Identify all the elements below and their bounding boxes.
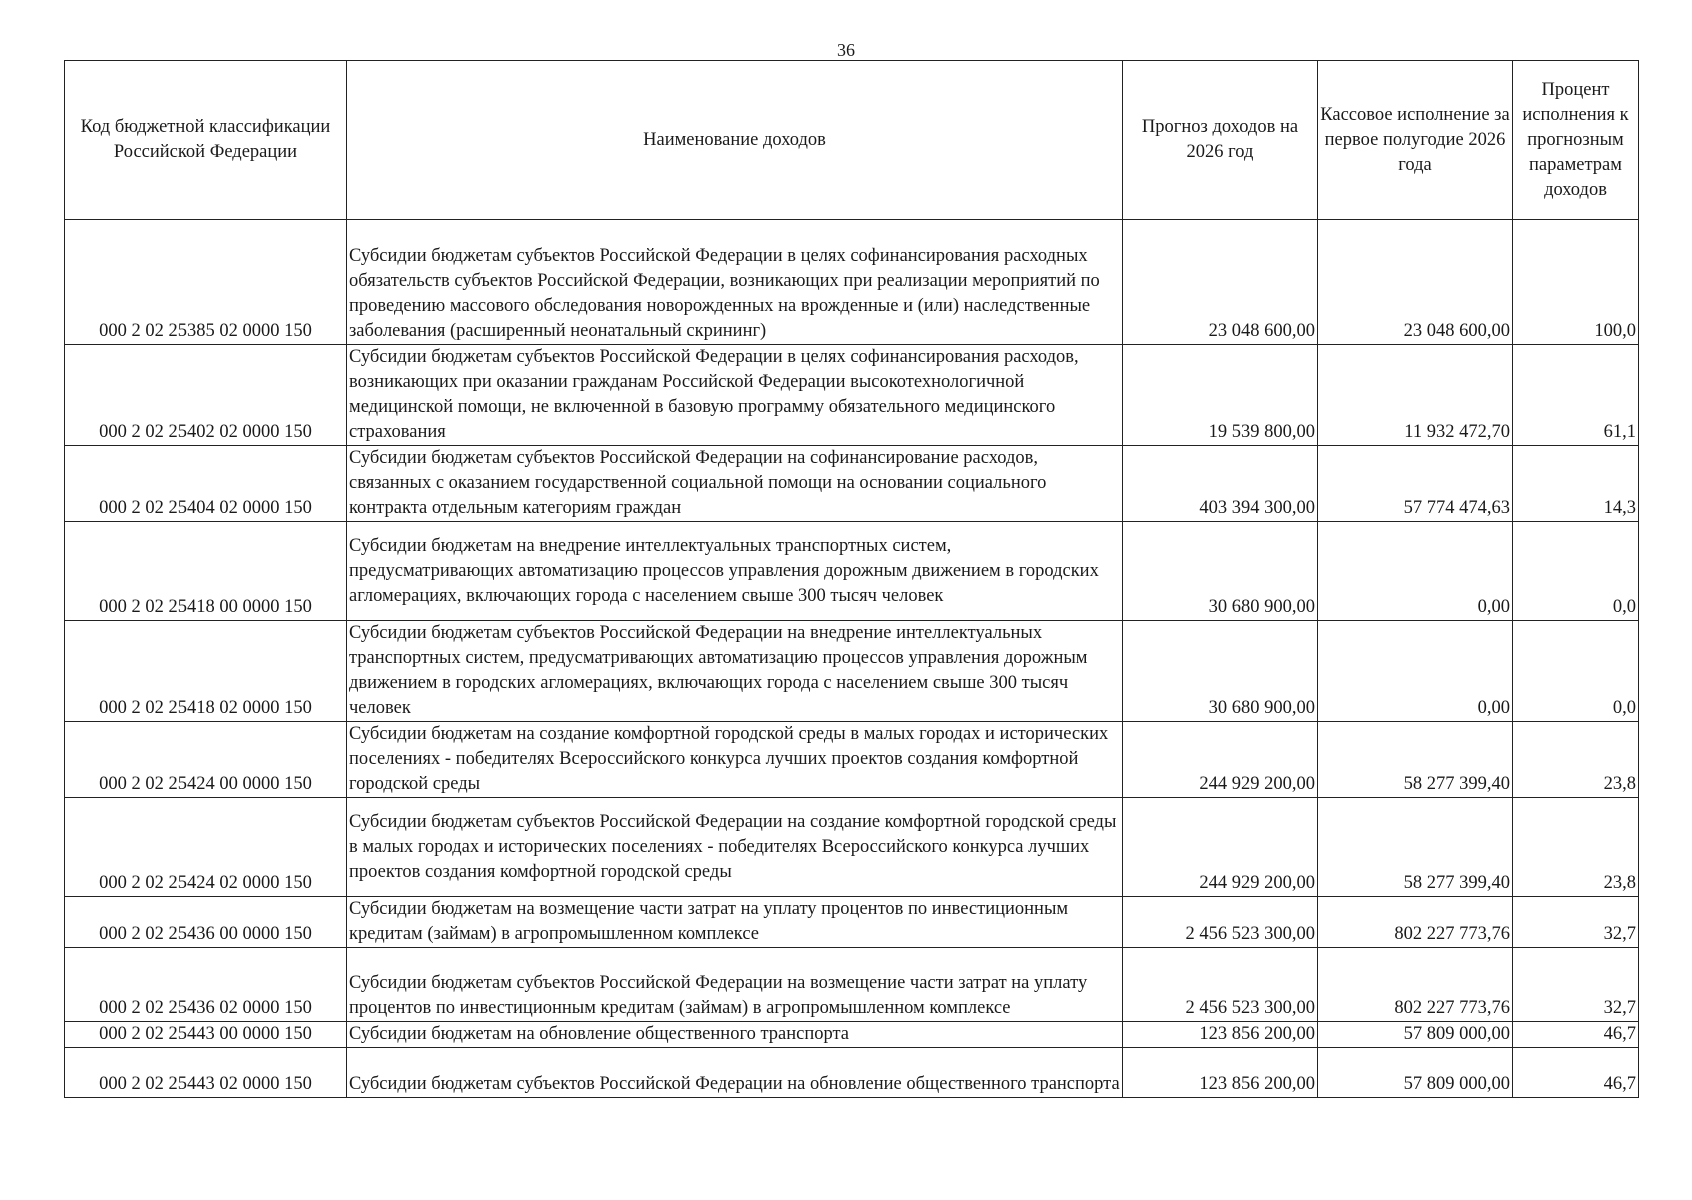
row-name: Субсидии бюджетам на возмещение части затрат на уплату процентов по инвестиционным кредитам (займам) в агропромышленном комплексе (347, 897, 1123, 948)
header-code: Код бюджетной классификации Российской Федерации (65, 61, 347, 220)
row-forecast: 23 048 600,00 (1123, 220, 1318, 345)
row-cash: 802 227 773,76 (1318, 948, 1513, 1022)
row-percent: 32,7 (1513, 948, 1639, 1022)
row-forecast: 123 856 200,00 (1123, 1022, 1318, 1048)
row-name: Субсидии бюджетам субъектов Российской Федерации на возмещение части затрат на уплату процентов по инвестиционным кредитам (займам) в агропромышленном комплексе (347, 948, 1123, 1022)
row-cash: 58 277 399,40 (1318, 722, 1513, 798)
row-cash: 57 774 474,63 (1318, 446, 1513, 522)
row-percent: 46,7 (1513, 1048, 1639, 1098)
row-code: 000 2 02 25424 00 0000 150 (65, 722, 347, 798)
header-forecast: Прогноз доходов на 2026 год (1123, 61, 1318, 220)
row-percent: 0,0 (1513, 621, 1639, 722)
row-forecast: 30 680 900,00 (1123, 621, 1318, 722)
row-forecast: 2 456 523 300,00 (1123, 948, 1318, 1022)
table-row (65, 621, 1639, 722)
row-code: 000 2 02 25436 02 0000 150 (65, 948, 347, 1022)
table-row (65, 446, 1639, 522)
budget-table (64, 60, 1639, 1098)
row-cash: 0,00 (1318, 522, 1513, 621)
row-name: Субсидии бюджетам субъектов Российской Федерации в целях софинансирования расходов, возникающих при оказании гражданам Российской Федерации высокотехнологичной медицинской помощи, не включенной в базовую программу обязательного медицинского страхования (347, 345, 1123, 446)
table-row (65, 522, 1639, 621)
row-percent: 0,0 (1513, 522, 1639, 621)
row-percent: 23,8 (1513, 798, 1639, 897)
row-name: Субсидии бюджетам субъектов Российской Федерации на софинансирование расходов, связанных с оказанием государственной социальной помощи на основании социального контракта отдельным категориям граждан (347, 446, 1123, 522)
row-percent: 14,3 (1513, 446, 1639, 522)
row-cash: 57 809 000,00 (1318, 1048, 1513, 1098)
row-percent: 23,8 (1513, 722, 1639, 798)
row-name: Субсидии бюджетам на внедрение интеллектуальных транспортных систем, предусматривающих автоматизацию процессов управления дорожным движением в городских агломерациях, включающих города с населением свыше 300 тысяч человек (347, 522, 1123, 621)
table-header-row (65, 61, 1639, 220)
row-name: Субсидии бюджетам субъектов Российской Федерации на создание комфортной городской среды в малых городах и исторических поселениях - победителях Всероссийского конкурса лучших проектов создания комфортной городской среды (347, 798, 1123, 897)
row-code: 000 2 02 25404 02 0000 150 (65, 446, 347, 522)
row-code: 000 2 02 25443 02 0000 150 (65, 1048, 347, 1098)
row-cash: 11 932 472,70 (1318, 345, 1513, 446)
table-row (65, 722, 1639, 798)
row-code: 000 2 02 25443 00 0000 150 (65, 1022, 347, 1048)
row-percent: 61,1 (1513, 345, 1639, 446)
row-code: 000 2 02 25424 02 0000 150 (65, 798, 347, 897)
header-percent: Процент исполнения к прогнозным параметрам доходов (1513, 61, 1639, 220)
table-row (65, 1022, 1639, 1048)
row-cash: 0,00 (1318, 621, 1513, 722)
table-row (65, 948, 1639, 1022)
row-forecast: 19 539 800,00 (1123, 345, 1318, 446)
row-forecast: 403 394 300,00 (1123, 446, 1318, 522)
row-cash: 57 809 000,00 (1318, 1022, 1513, 1048)
header-cash: Кассовое исполнение за первое полугодие 2026 года (1318, 61, 1513, 220)
row-code: 000 2 02 25385 02 0000 150 (65, 220, 347, 345)
row-forecast: 2 456 523 300,00 (1123, 897, 1318, 948)
row-forecast: 123 856 200,00 (1123, 1048, 1318, 1098)
table-row (65, 1048, 1639, 1098)
row-cash: 23 048 600,00 (1318, 220, 1513, 345)
row-percent: 32,7 (1513, 897, 1639, 948)
table-row (65, 220, 1639, 345)
row-name: Субсидии бюджетам субъектов Российской Федерации на внедрение интеллектуальных транспортных систем, предусматривающих автоматизацию процессов управления дорожным движением в городских агломерациях, включающих города с населением свыше 300 тысяч человек (347, 621, 1123, 722)
row-name: Субсидии бюджетам субъектов Российской Федерации на обновление общественного транспорта (347, 1048, 1123, 1098)
header-name: Наименование доходов (347, 61, 1123, 220)
table-row (65, 345, 1639, 446)
row-percent: 100,0 (1513, 220, 1639, 345)
row-name: Субсидии бюджетам на создание комфортной городской среды в малых городах и исторических поселениях - победителях Всероссийского конкурса лучших проектов создания комфортной городской среды (347, 722, 1123, 798)
row-name: Субсидии бюджетам на обновление общественного транспорта (347, 1022, 1123, 1048)
row-name: Субсидии бюджетам субъектов Российской Федерации в целях софинансирования расходных обязательств субъектов Российской Федерации, возникающих при реализации мероприятий по проведению массового обследования новорожденных на врожденные и (или) наследственные заболевания (расширенный неонатальный скрининг) (347, 220, 1123, 345)
row-forecast: 30 680 900,00 (1123, 522, 1318, 621)
row-code: 000 2 02 25418 02 0000 150 (65, 621, 347, 722)
row-code: 000 2 02 25436 00 0000 150 (65, 897, 347, 948)
table-row (65, 798, 1639, 897)
table-row (65, 897, 1639, 948)
row-code: 000 2 02 25402 02 0000 150 (65, 345, 347, 446)
row-cash: 802 227 773,76 (1318, 897, 1513, 948)
page-number: 36 (837, 40, 855, 60)
row-code: 000 2 02 25418 00 0000 150 (65, 522, 347, 621)
row-forecast: 244 929 200,00 (1123, 722, 1318, 798)
row-cash: 58 277 399,40 (1318, 798, 1513, 897)
row-forecast: 244 929 200,00 (1123, 798, 1318, 897)
row-percent: 46,7 (1513, 1022, 1639, 1048)
